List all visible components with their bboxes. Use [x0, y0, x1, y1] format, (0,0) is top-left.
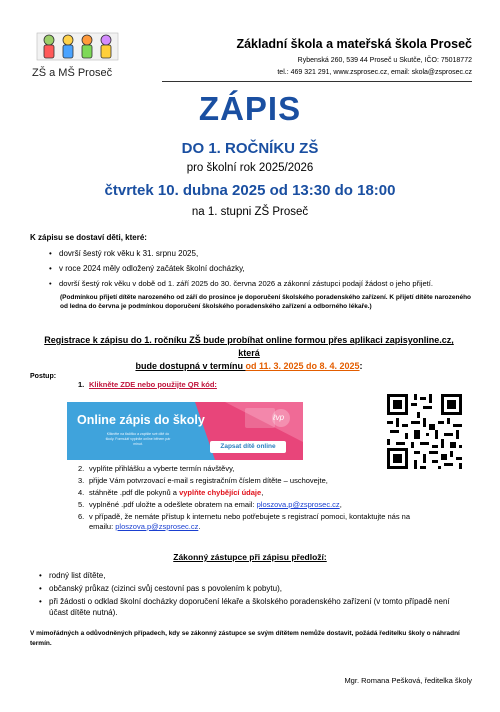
logo-text: ZŠ a MŠ Proseč: [32, 67, 113, 79]
online-enrollment-banner[interactable]: [67, 402, 303, 460]
school-name: Základní škola a mateřská škola Proseč: [236, 37, 472, 51]
bullet-icon: •: [49, 264, 52, 273]
header-divider: [162, 81, 472, 82]
banner-title: Online zápis do školy: [77, 413, 205, 427]
guardian-item: • při žádosti o odklad školní docházky doporučení lékaře a školského poradenského zařízení (v tomto případě není účast dítěte nutná).: [39, 597, 450, 617]
school-address: Rybenská 260, 539 44 Proseč u Skutče, IČO: 75018772: [297, 57, 472, 64]
school-year: pro školní rok 2025/2026: [186, 162, 314, 174]
guardian-item: • rodný list dítěte,: [39, 571, 106, 580]
registration-dates: od 11. 3. 2025 do 8. 4. 2025: [245, 361, 360, 371]
eligibility-heading: K zápisu se dostaví děti, které:: [30, 233, 147, 242]
eligibility-note: (Podmínkou přijetí dítěte narozeného od září do prosince je doporučení školského poradenského zařízení. K přijetí dítěte narozeného od ledna do června je podmínkou doporučení školského poradenského zařízení a odborného lékaře.): [60, 294, 472, 310]
eligibility-item: • dovrší šestý rok věku v době od 1. září 2025 do 30. června 2026 a zákonní zástupci podají žádost o jeho přijetí.: [49, 279, 434, 288]
procedure-heading: Postup:: [30, 373, 57, 380]
svg-text:ℓvp: ℓvp: [273, 413, 285, 422]
bullet-icon: •: [39, 584, 42, 593]
registration-notice: Registrace k zápisu do 1. ročníku ZŠ bude probíhat online formou přes aplikaci zapisyonline.cz, která bude dostupná v termínu od 11. 3. 2025 do 8. 4. 2025:: [44, 335, 454, 371]
enroll-online-button[interactable]: Zapsat dítě online: [210, 441, 286, 453]
page-title: ZÁPIS: [198, 90, 302, 127]
register-link[interactable]: Klikněte ZDE nebo použijte QR kód:: [89, 380, 217, 389]
children-logo-icon: [35, 30, 120, 62]
school-logo: [30, 30, 125, 85]
eligibility-item: • v roce 2024 měly odložený začátek školní docházky,: [49, 264, 245, 273]
final-note: V mimořádných a odůvodněných případech, kdy se zákonný zástupce se svým dítětem nemůže dostavit, požádá ředitelku školy o náhradní termín.: [30, 630, 460, 647]
school-contact: tel.: 469 321 291, www.zsprosec.cz, email: skola@zsprosec.cz: [277, 69, 472, 76]
bullet-icon: •: [39, 597, 42, 606]
bullet-icon: •: [49, 279, 52, 288]
qr-code-icon[interactable]: [387, 394, 462, 469]
email-link[interactable]: ploszova.p@zsprosec.cz: [115, 522, 199, 531]
registration-line1: Registrace k zápisu do 1. ročníku ZŠ bude probíhat online formou přes aplikaci zapisyonline.cz, která: [44, 335, 454, 358]
grade-subtitle: DO 1. ROČNÍKU ZŠ: [181, 140, 319, 157]
step-2: 2. vyplňte přihlášku a vyberte termín návštěvy,: [78, 464, 235, 473]
guardian-item: • občanský průkaz (cizinci svůj cestovní pas s povolením k pobytu),: [39, 584, 282, 593]
enrollment-date: čtvrtek 10. dubna 2025 od 13:30 do 18:00: [104, 182, 396, 199]
step-4: 4. stáhněte .pdf dle pokynů a vyplňte chybějící údaje,: [78, 488, 264, 497]
eligibility-item: • dovrší šestý rok věku k 31. srpnu 2025,: [49, 249, 199, 258]
step-1: 1. Klikněte ZDE nebo použijte QR kód:: [78, 380, 217, 389]
banner-description: Klikněte na tlačítko a zapište své dítě do školy. Formulář vyplníte online během pár minut.: [105, 432, 171, 446]
guardian-heading: Zákonný zástupce při zápisu předloží:: [173, 552, 327, 562]
step-6: 6. v případě, že nemáte přístup k internetu nebo potřebujete s registrací pomoci, kontaktujte nás na emailu: ploszova.p@zsprosec.cz.: [78, 512, 411, 531]
bullet-icon: •: [39, 571, 42, 580]
registration-line2: bude dostupná v termínu: [135, 361, 246, 371]
signature: Mgr. Romana Pešková, ředitelka školy: [344, 676, 472, 685]
step-5: 5. vyplněné .pdf uložte a odešlete obratem na email: ploszova.p@zsprosec.cz,: [78, 500, 342, 509]
enrollment-venue: na 1. stupni ZŠ Proseč: [191, 206, 309, 218]
step-3: 3. přijde Vám potvrzovací e-mail s registračním číslem dítěte – uschovejte,: [78, 476, 328, 485]
bullet-icon: •: [49, 249, 52, 258]
email-link[interactable]: ploszova.p@zsprosec.cz: [256, 500, 340, 509]
